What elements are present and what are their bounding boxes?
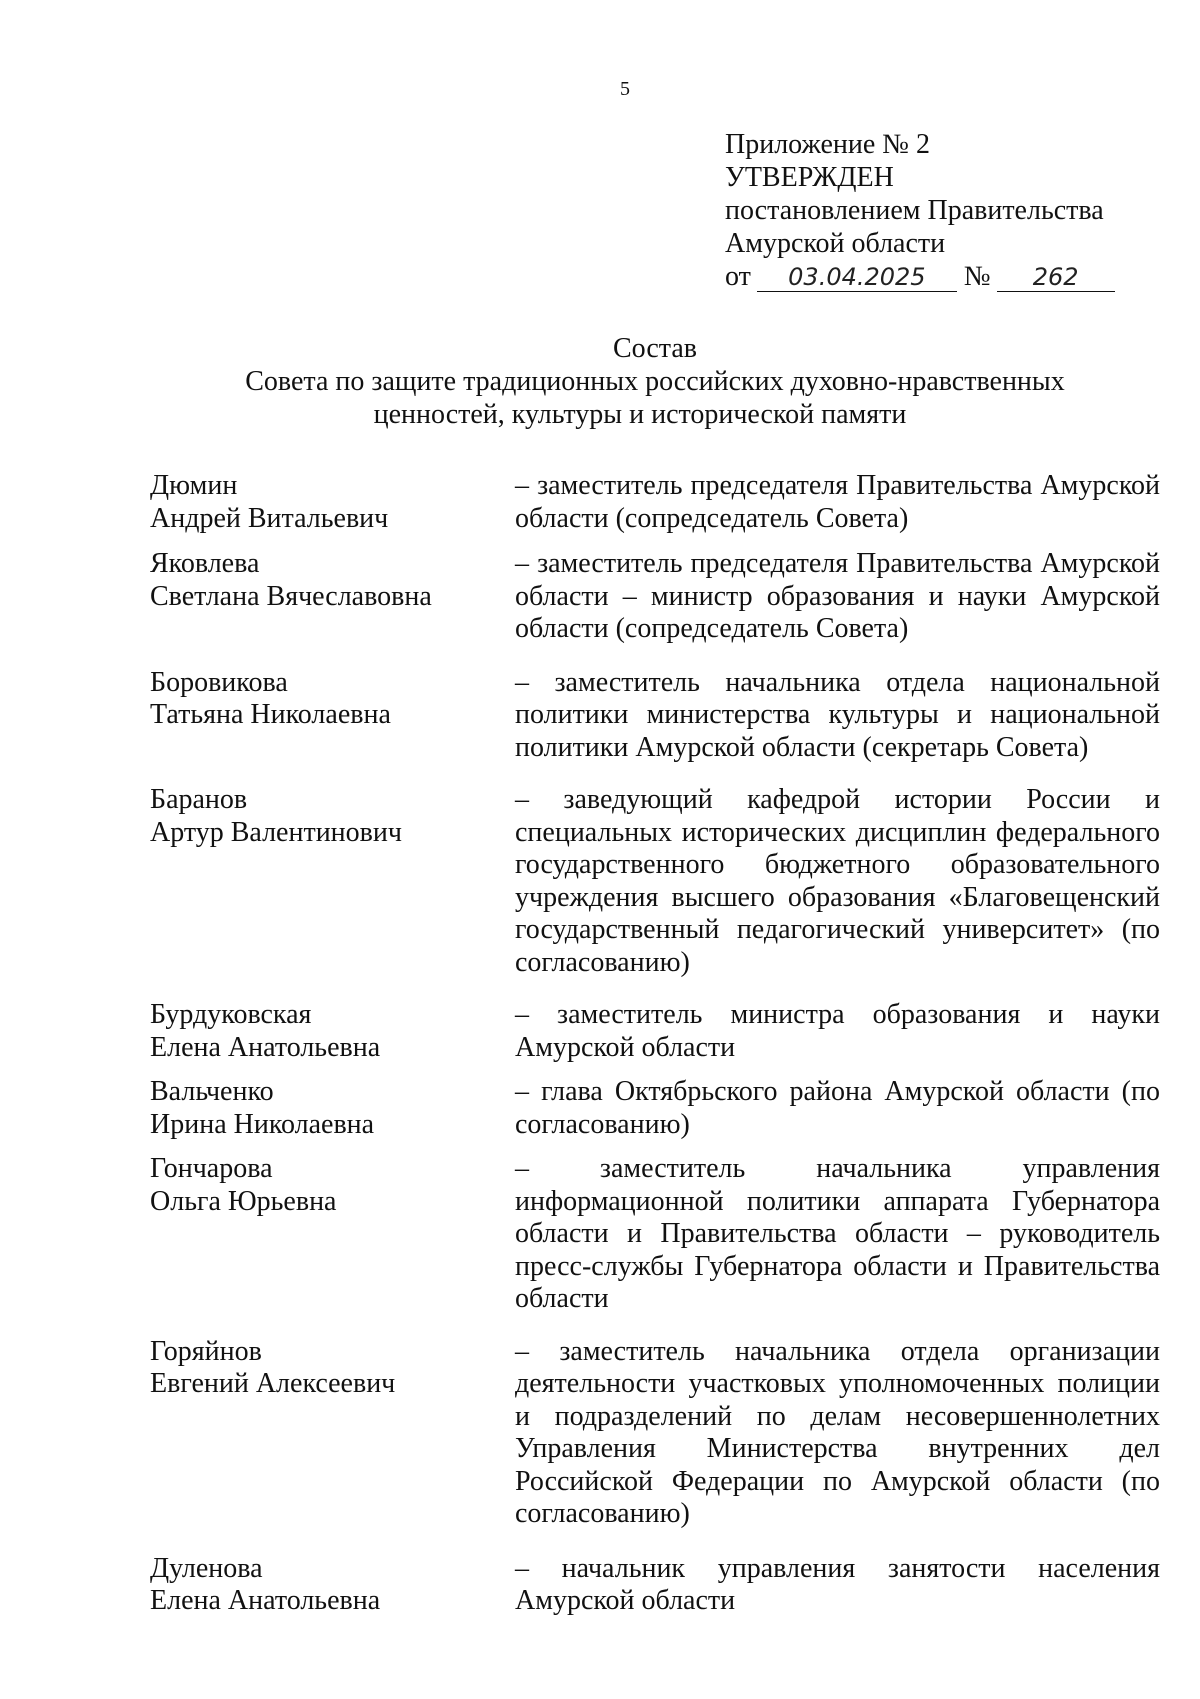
title-line-1: Состав: [612, 333, 698, 364]
document-title: [180, 332, 1130, 431]
page-number: 5: [620, 78, 630, 100]
member-name: [150, 784, 495, 979]
member-role: – заместитель начальника отдела национальной политики министерства культуры и национальной политики Амурской области (секретарь Совета): [515, 666, 1160, 763]
member-surname: Вальченко: [150, 1076, 274, 1107]
member-given-names: Светлана Вячеславовна: [150, 580, 432, 612]
approval-authority: постановлением Правительства: [725, 195, 1104, 226]
handwritten-number: 262: [997, 263, 1115, 292]
member-name: [150, 1153, 495, 1316]
member-role: – начальник управления занятости населения Амурской области: [515, 1552, 1160, 1616]
member-surname: Яковлева: [150, 548, 260, 579]
member-name: [150, 1336, 495, 1531]
member-row: [150, 1153, 1160, 1316]
member-role: – заместитель министра образования и науки Амурской области: [515, 999, 1160, 1063]
member-role: – заместитель начальника управления информационной политики аппарата Губернатора области и Правительства области – руководитель пресс-службы Губернатора области и Правительства области: [515, 1153, 1160, 1314]
member-surname: Дуленова: [150, 1552, 263, 1584]
member-name: [150, 548, 495, 646]
member-row: [150, 784, 1160, 979]
member-row: [150, 999, 1160, 1064]
member-row: [150, 1076, 1160, 1141]
member-given-names: Артур Валентинович: [150, 816, 402, 848]
member-given-names: Ольга Юрьевна: [150, 1185, 337, 1217]
approved-label: УТВЕРЖДЕН: [725, 162, 894, 193]
member-name: [150, 1553, 495, 1618]
handwritten-date: 03.04.2025: [757, 263, 957, 292]
member-surname: Дюмин: [150, 470, 238, 501]
member-role: – глава Октябрьского района Амурской области (по согласованию): [515, 1076, 1160, 1140]
member-name: [150, 667, 495, 765]
member-given-names: Андрей Витальевич: [150, 502, 389, 534]
number-prefix: №: [963, 261, 991, 292]
date-prefix: от: [725, 261, 751, 292]
member-row: [150, 1553, 1160, 1618]
member-row: [150, 1336, 1160, 1531]
member-role: – заместитель начальника отдела организации деятельности участковых уполномоченных полиции и подразделений по делам несовершеннолетних Управления Министерства внутренних дел Российской Федерации по Амурской области (по согласованию): [515, 1335, 1160, 1529]
member-given-names: Елена Анатольевна: [150, 1585, 381, 1616]
approval-block: [725, 128, 1115, 293]
title-line-3: ценностей, культуры и исторической памяти: [373, 399, 907, 430]
member-role: – заместитель председателя Правительства Амурской области (сопредседатель Совета): [515, 470, 1160, 534]
member-surname: Горяйнов: [150, 1335, 262, 1367]
approval-date-number: [725, 260, 1115, 293]
member-row: [150, 548, 1160, 646]
member-role: – заместитель председателя Правительства Амурской области – министр образования и науки Амурской области (сопредседатель Совета): [515, 548, 1160, 644]
member-name: [150, 470, 495, 535]
member-row: [150, 470, 1160, 535]
member-name: [150, 999, 495, 1064]
member-surname: Боровикова: [150, 666, 288, 698]
members-list: [150, 470, 1160, 1618]
member-given-names: Татьяна Николаевна: [150, 699, 391, 730]
approval-region: Амурской области: [725, 228, 946, 259]
member-surname: Бурдуковская: [150, 999, 312, 1030]
member-given-names: Евгений Алексеевич: [150, 1368, 396, 1399]
member-row: [150, 667, 1160, 765]
member-surname: Гончарова: [150, 1153, 273, 1184]
member-role: – заведующий кафедрой истории России и специальных исторических дисциплин федерального государственного бюджетного образовательного учреждения высшего образования «Благовещенский государственный педагогический университет» (по согласованию): [515, 784, 1160, 978]
member-surname: Баранов: [150, 784, 248, 815]
member-name: [150, 1076, 495, 1141]
title-line-2: Совета по защите традиционных российских духовно-нравственных: [245, 366, 1065, 397]
appendix-label: Приложение № 2: [725, 129, 930, 160]
member-given-names: Ирина Николаевна: [150, 1108, 375, 1140]
member-given-names: Елена Анатольевна: [150, 1031, 381, 1063]
